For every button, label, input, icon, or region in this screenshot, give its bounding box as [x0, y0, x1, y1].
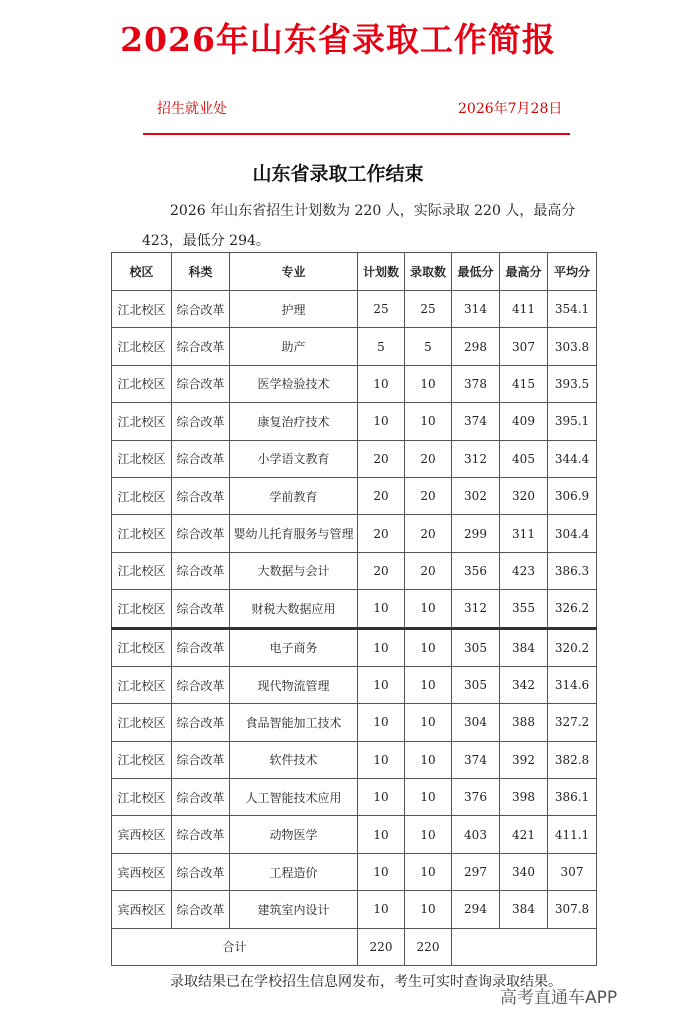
- cell-min-score: 305: [452, 666, 500, 703]
- watermark: 高考直通车APP: [500, 988, 618, 1008]
- cell-plan: 5: [358, 328, 405, 365]
- cell-category: 综合改革: [172, 628, 230, 666]
- cell-admitted: 10: [405, 628, 452, 666]
- admission-table-wrapper: [111, 252, 596, 966]
- cell-campus: 江北校区: [112, 590, 172, 628]
- table-row: [112, 891, 597, 928]
- cell-major: 康复治疗技术: [230, 403, 358, 440]
- cell-min-score: 298: [452, 328, 500, 365]
- cell-admitted: 20: [405, 552, 452, 589]
- cell-campus: 江北校区: [112, 704, 172, 741]
- table-row: [112, 291, 597, 328]
- total-plan: 220: [358, 928, 405, 965]
- cell-plan: 10: [358, 891, 405, 928]
- cell-category: 综合改革: [172, 590, 230, 628]
- cell-min-score: 356: [452, 552, 500, 589]
- cell-major: 工程造价: [230, 853, 358, 890]
- cell-admitted: 20: [405, 440, 452, 477]
- cell-max-score: 388: [500, 704, 548, 741]
- cell-max-score: 409: [500, 403, 548, 440]
- header-category: 科类: [172, 253, 230, 291]
- footer-note: 录取结果已在学校招生信息网发布，考生可实时查询录取结果。: [170, 974, 562, 990]
- cell-plan: 10: [358, 666, 405, 703]
- cell-avg-score: 386.1: [548, 779, 597, 816]
- cell-plan: 10: [358, 590, 405, 628]
- table-total-row: [112, 928, 597, 965]
- table-row: [112, 515, 597, 552]
- header-major: 专业: [230, 253, 358, 291]
- cell-avg-score: 395.1: [548, 403, 597, 440]
- cell-plan: 10: [358, 403, 405, 440]
- cell-min-score: 312: [452, 440, 500, 477]
- admission-table: [111, 252, 597, 966]
- cell-max-score: 384: [500, 891, 548, 928]
- cell-admitted: 10: [405, 741, 452, 778]
- cell-major: 大数据与会计: [230, 552, 358, 589]
- header-plan: 计划数: [358, 253, 405, 291]
- cell-campus: 江北校区: [112, 291, 172, 328]
- cell-min-score: 299: [452, 515, 500, 552]
- cell-plan: 20: [358, 477, 405, 514]
- header-avg-score: 平均分: [548, 253, 597, 291]
- table-row: [112, 628, 597, 666]
- cell-min-score: 378: [452, 365, 500, 402]
- cell-max-score: 392: [500, 741, 548, 778]
- cell-major: 助产: [230, 328, 358, 365]
- cell-avg-score: 314.6: [548, 666, 597, 703]
- table-row: [112, 816, 597, 853]
- table-row: [112, 741, 597, 778]
- cell-admitted: 10: [405, 590, 452, 628]
- cell-max-score: 340: [500, 853, 548, 890]
- header-admitted: 录取数: [405, 253, 452, 291]
- cell-campus: 宾西校区: [112, 816, 172, 853]
- cell-plan: 10: [358, 779, 405, 816]
- cell-plan: 20: [358, 440, 405, 477]
- cell-major: 人工智能技术应用: [230, 779, 358, 816]
- cell-min-score: 312: [452, 590, 500, 628]
- department-label: 招生就业处: [157, 101, 227, 117]
- cell-campus: 江北校区: [112, 403, 172, 440]
- cell-plan: 25: [358, 291, 405, 328]
- cell-max-score: 320: [500, 477, 548, 514]
- cell-major: 医学检验技术: [230, 365, 358, 402]
- summary-paragraph: 2026 年山东省招生计划数为 220 人，实际录取 220 人，最高分 423，最低分 294。: [142, 203, 576, 249]
- cell-category: 综合改革: [172, 440, 230, 477]
- section-title: 山东省录取工作结束: [252, 163, 424, 185]
- table-row: [112, 365, 597, 402]
- header-campus: 校区: [112, 253, 172, 291]
- header-max-score: 最高分: [500, 253, 548, 291]
- cell-major: 现代物流管理: [230, 666, 358, 703]
- cell-min-score: 314: [452, 291, 500, 328]
- table-row: [112, 477, 597, 514]
- cell-admitted: 25: [405, 291, 452, 328]
- cell-category: 综合改革: [172, 515, 230, 552]
- table-row: [112, 403, 597, 440]
- cell-category: 综合改革: [172, 552, 230, 589]
- table-row: [112, 440, 597, 477]
- cell-avg-score: 327.2: [548, 704, 597, 741]
- cell-category: 综合改革: [172, 853, 230, 890]
- cell-min-score: 297: [452, 853, 500, 890]
- cell-max-score: 411: [500, 291, 548, 328]
- cell-avg-score: 382.8: [548, 741, 597, 778]
- cell-category: 综合改革: [172, 328, 230, 365]
- cell-max-score: 398: [500, 779, 548, 816]
- cell-avg-score: 386.3: [548, 552, 597, 589]
- total-label: 合计: [112, 928, 358, 965]
- total-admitted: 220: [405, 928, 452, 965]
- cell-plan: 10: [358, 365, 405, 402]
- cell-plan: 10: [358, 816, 405, 853]
- cell-campus: 江北校区: [112, 440, 172, 477]
- cell-major: 电子商务: [230, 628, 358, 666]
- cell-campus: 江北校区: [112, 328, 172, 365]
- cell-avg-score: 326.2: [548, 590, 597, 628]
- cell-avg-score: 393.5: [548, 365, 597, 402]
- report-title: 2026年山东省录取工作简报: [120, 20, 556, 59]
- cell-plan: 10: [358, 704, 405, 741]
- cell-avg-score: 354.1: [548, 291, 597, 328]
- cell-category: 综合改革: [172, 403, 230, 440]
- cell-category: 综合改革: [172, 779, 230, 816]
- cell-admitted: 10: [405, 403, 452, 440]
- cell-campus: 江北校区: [112, 365, 172, 402]
- report-date: 2026年7月28日: [458, 101, 563, 117]
- cell-plan: 10: [358, 853, 405, 890]
- cell-avg-score: 320.2: [548, 628, 597, 666]
- cell-category: 综合改革: [172, 741, 230, 778]
- cell-avg-score: 306.9: [548, 477, 597, 514]
- cell-major: 食品智能加工技术: [230, 704, 358, 741]
- table-row: [112, 666, 597, 703]
- cell-major: 护理: [230, 291, 358, 328]
- table-row: [112, 779, 597, 816]
- cell-min-score: 374: [452, 741, 500, 778]
- cell-min-score: 374: [452, 403, 500, 440]
- cell-max-score: 405: [500, 440, 548, 477]
- cell-campus: 江北校区: [112, 779, 172, 816]
- cell-min-score: 304: [452, 704, 500, 741]
- cell-major: 动物医学: [230, 816, 358, 853]
- cell-category: 综合改革: [172, 365, 230, 402]
- cell-avg-score: 303.8: [548, 328, 597, 365]
- cell-admitted: 20: [405, 477, 452, 514]
- cell-admitted: 10: [405, 666, 452, 703]
- cell-major: 软件技术: [230, 741, 358, 778]
- cell-max-score: 421: [500, 816, 548, 853]
- total-empty: [452, 928, 597, 965]
- table-row: [112, 328, 597, 365]
- cell-campus: 宾西校区: [112, 853, 172, 890]
- cell-major: 学前教育: [230, 477, 358, 514]
- cell-plan: 10: [358, 628, 405, 666]
- cell-avg-score: 307: [548, 853, 597, 890]
- cell-admitted: 10: [405, 704, 452, 741]
- header-min-score: 最低分: [452, 253, 500, 291]
- cell-major: 小学语文教育: [230, 440, 358, 477]
- cell-avg-score: 411.1: [548, 816, 597, 853]
- cell-admitted: 10: [405, 816, 452, 853]
- cell-max-score: 384: [500, 628, 548, 666]
- cell-campus: 江北校区: [112, 552, 172, 589]
- cell-category: 综合改革: [172, 666, 230, 703]
- cell-category: 综合改革: [172, 477, 230, 514]
- cell-min-score: 302: [452, 477, 500, 514]
- cell-avg-score: 304.4: [548, 515, 597, 552]
- table-row: [112, 853, 597, 890]
- cell-avg-score: 344.4: [548, 440, 597, 477]
- cell-category: 综合改革: [172, 704, 230, 741]
- table-row: [112, 552, 597, 589]
- cell-major: 建筑室内设计: [230, 891, 358, 928]
- cell-max-score: 342: [500, 666, 548, 703]
- cell-min-score: 305: [452, 628, 500, 666]
- table-row: [112, 590, 597, 628]
- header-divider: [143, 133, 570, 135]
- cell-campus: 江北校区: [112, 666, 172, 703]
- cell-campus: 宾西校区: [112, 891, 172, 928]
- cell-category: 综合改革: [172, 891, 230, 928]
- cell-admitted: 10: [405, 779, 452, 816]
- cell-max-score: 355: [500, 590, 548, 628]
- cell-admitted: 5: [405, 328, 452, 365]
- cell-plan: 20: [358, 552, 405, 589]
- cell-category: 综合改革: [172, 816, 230, 853]
- cell-category: 综合改革: [172, 291, 230, 328]
- cell-min-score: 294: [452, 891, 500, 928]
- cell-max-score: 307: [500, 328, 548, 365]
- cell-plan: 10: [358, 741, 405, 778]
- cell-max-score: 311: [500, 515, 548, 552]
- table-row: [112, 704, 597, 741]
- cell-min-score: 403: [452, 816, 500, 853]
- cell-campus: 江北校区: [112, 741, 172, 778]
- cell-admitted: 10: [405, 891, 452, 928]
- cell-admitted: 10: [405, 853, 452, 890]
- cell-plan: 20: [358, 515, 405, 552]
- cell-campus: 江北校区: [112, 477, 172, 514]
- cell-campus: 江北校区: [112, 515, 172, 552]
- cell-max-score: 415: [500, 365, 548, 402]
- cell-major: 婴幼儿托育服务与管理: [230, 515, 358, 552]
- cell-admitted: 20: [405, 515, 452, 552]
- cell-avg-score: 307.8: [548, 891, 597, 928]
- table-header-row: [112, 253, 597, 291]
- cell-campus: 江北校区: [112, 628, 172, 666]
- cell-major: 财税大数据应用: [230, 590, 358, 628]
- cell-max-score: 423: [500, 552, 548, 589]
- cell-admitted: 10: [405, 365, 452, 402]
- cell-min-score: 376: [452, 779, 500, 816]
